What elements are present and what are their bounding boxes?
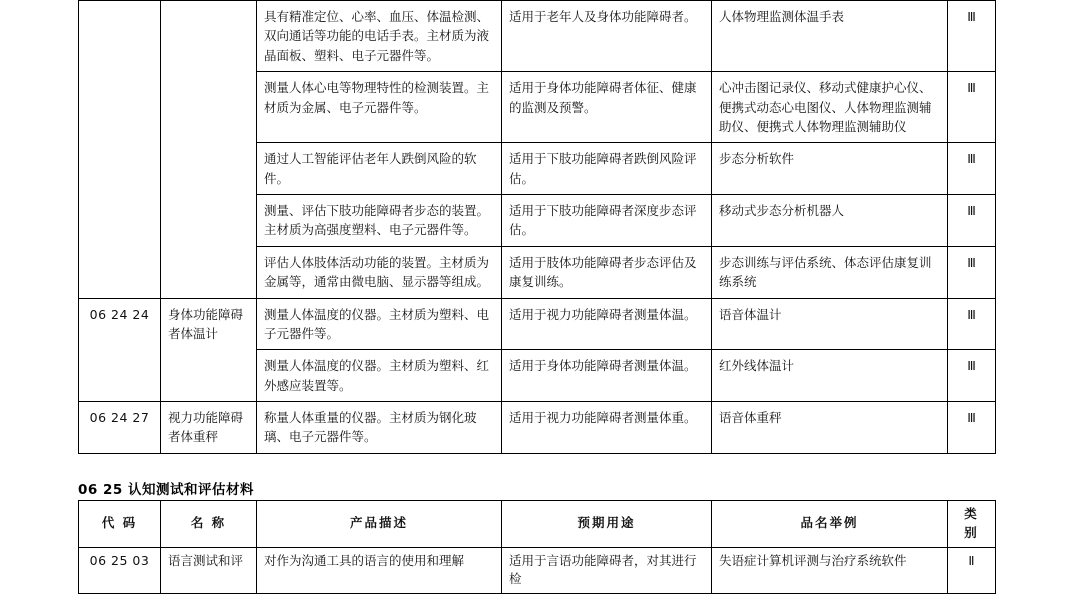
cell-intended-use: 适用于言语功能障碍者，对其进行检 [502,547,712,594]
cell-description: 测量、评估下肢功能障碍者步态的装置。主材质为高强度塑料、电子元器件等。 [257,195,502,247]
cognitive-assessment-table [78,500,996,594]
cell-category: Ⅲ [948,143,996,195]
cell-category: Ⅲ [948,1,996,72]
cell-intended-use: 适用于肢体功能障碍者步态评估及康复训练。 [502,246,712,298]
table-row [79,298,996,350]
cell-intended-use: 适用于身体功能障碍者测量体温。 [502,350,712,402]
cell-example: 步态训练与评估系统、体态评估康复训练系统 [712,246,948,298]
product-classification-table [78,0,996,454]
cell-name: 视力功能障碍者体重秤 [161,402,257,454]
cell-code: 06 24 27 [79,402,161,454]
cell-example: 移动式步态分析机器人 [712,195,948,247]
cell-intended-use: 适用于老年人及身体功能障碍者。 [502,1,712,72]
cell-intended-use: 适用于身体功能障碍者体征、健康的监测及预警。 [502,72,712,143]
cell-intended-use: 适用于下肢功能障碍者深度步态评估。 [502,195,712,247]
table-header-row [79,501,996,548]
cell-example: 失语症计算机评测与治疗系统软件 [712,547,948,594]
cell-code: 06 25 03 [79,547,161,594]
cell-intended-use: 适用于下肢功能障碍者跌倒风险评估。 [502,143,712,195]
cell-category: Ⅲ [948,195,996,247]
cell-category: Ⅲ [948,298,996,350]
cell-example: 红外线体温计 [712,350,948,402]
cell-code: 06 24 24 [79,298,161,402]
cell-description: 评估人体肢体活动功能的装置。主材质为金属等，通常由微电脑、显示器等组成。 [257,246,502,298]
header-category: 类 别 [948,501,996,548]
table-row [79,402,996,454]
cell-description: 具有精准定位、心率、血压、体温检测、双向通话等功能的电话手表。主材质为液晶面板、塑料、电子元器件等。 [257,1,502,72]
cell-code [79,1,161,299]
cell-intended-use: 适用于视力功能障碍者测量体温。 [502,298,712,350]
header-description: 产品描述 [257,501,502,548]
cell-example: 人体物理监测体温手表 [712,1,948,72]
cell-description: 测量人体温度的仪器。主材质为塑料、电子元器件等。 [257,298,502,350]
main-table-wrapper [78,0,995,454]
table-row [79,547,996,594]
cell-category: Ⅱ [948,547,996,594]
cell-example: 语音体温计 [712,298,948,350]
cell-description: 对作为沟通工具的语言的使用和理解 [257,547,502,594]
cell-example: 心冲击图记录仪、移动式健康护心仪、便携式动态心电图仪、人体物理监测辅助仪、便携式人体物理监测辅助仪 [712,72,948,143]
cell-category: Ⅲ [948,72,996,143]
cell-intended-use: 适用于视力功能障碍者测量体重。 [502,402,712,454]
cell-example: 语音体重秤 [712,402,948,454]
header-code: 代 码 [79,501,161,548]
table-row [79,1,996,72]
header-intended-use: 预期用途 [502,501,712,548]
header-name: 名 称 [161,501,257,548]
cell-description: 称量人体重量的仪器。主材质为钢化玻璃、电子元器件等。 [257,402,502,454]
cell-category: Ⅲ [948,350,996,402]
cell-description: 测量人体温度的仪器。主材质为塑料、红外感应装置等。 [257,350,502,402]
cell-description: 通过人工智能评估老年人跌倒风险的软件。 [257,143,502,195]
cell-description: 测量人体心电等物理特性的检测装置。主材质为金属、电子元器件等。 [257,72,502,143]
header-example: 品名举例 [712,501,948,548]
second-table-wrapper [78,500,995,594]
cell-category: Ⅲ [948,246,996,298]
cell-name: 身体功能障碍者体温计 [161,298,257,402]
cell-example: 步态分析软件 [712,143,948,195]
section-heading: 06 25 认知测试和评估材料 [78,482,254,498]
cell-name [161,1,257,299]
cell-name: 语言测试和评 [161,547,257,594]
cell-category: Ⅲ [948,402,996,454]
